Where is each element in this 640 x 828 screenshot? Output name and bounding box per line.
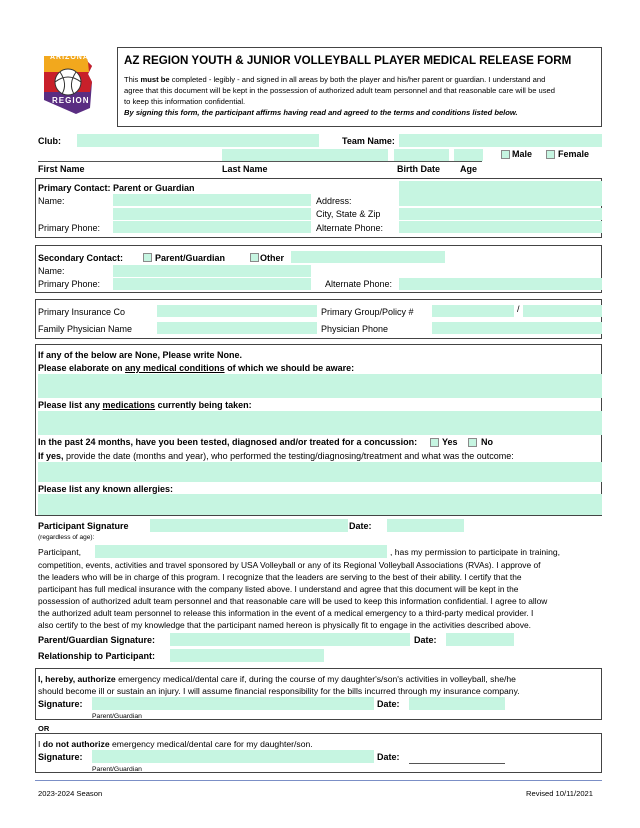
physician-input[interactable] [157, 322, 317, 334]
male-checkbox[interactable] [501, 150, 510, 159]
not-authorize-line: I do not authorize emergency medical/dental care for my daughter/son. [38, 739, 313, 749]
secondary-name-input[interactable] [113, 265, 311, 277]
primary-contact-heading: Primary Contact: Parent or Guardian [38, 183, 195, 193]
address-label: Address: [316, 196, 352, 206]
secondary-other-checkbox[interactable] [250, 253, 259, 262]
consent-line-5: the authorized adult team personnel to release this information in the event of a medical emergency to a third-party medical provider. I [38, 608, 534, 618]
secondary-alt-phone-input[interactable] [399, 278, 602, 290]
primary-alt-phone-input[interactable] [399, 221, 602, 233]
authorize-parent-caption: Parent/Guardian [92, 713, 142, 720]
permission-tail: , has my permission to participate in training, [390, 547, 561, 557]
consent-line-1: competition, events, activities and travel sponsored by USA Volleyball or any of its Regional Volleyball Associations (RVAs). I approve of [38, 560, 541, 570]
last-name-input[interactable] [222, 149, 388, 161]
club-input[interactable] [77, 134, 319, 147]
authorize-date-label: Date: [377, 699, 400, 709]
authorize-date-input[interactable] [409, 697, 505, 710]
participant-name-input[interactable] [95, 545, 387, 558]
allergies-question: Please list any known allergies: [38, 484, 174, 494]
arizona-region-logo [42, 52, 98, 116]
conditions-input[interactable] [38, 374, 602, 398]
primary-name-input-2[interactable] [113, 208, 311, 220]
medications-input[interactable] [38, 411, 602, 435]
physician-phone-label: Physician Phone [321, 324, 389, 334]
guardian-signature-input[interactable] [170, 633, 410, 646]
first-name-label: First Name [38, 164, 85, 174]
not-authorize-date-label: Date: [377, 752, 400, 762]
concussion-yes-checkbox[interactable] [430, 438, 439, 447]
city-state-zip-input[interactable] [399, 208, 602, 220]
participant-signature-input[interactable] [150, 519, 348, 532]
consent-line-3: participant has full medical insurance with the company listed above. I understand and agree that this document will be kept in the [38, 584, 519, 594]
participant-date-input[interactable] [387, 519, 464, 532]
footer-divider [35, 780, 602, 781]
age-input[interactable] [454, 149, 483, 161]
regardless-of-age-note: (regardless of age): [38, 534, 95, 541]
or-label: OR [38, 724, 50, 733]
authorize-signature-input[interactable] [92, 697, 374, 710]
birth-date-input[interactable] [394, 149, 449, 161]
allergies-input[interactable] [38, 494, 602, 515]
participant-signature-label: Participant Signature [38, 521, 129, 531]
conditions-question: Please elaborate on any medical conditions of which we should be aware: [38, 363, 355, 373]
primary-name-input[interactable] [113, 194, 311, 206]
primary-phone-input[interactable] [113, 221, 311, 233]
group-input[interactable] [432, 305, 514, 317]
policy-label: Primary Group/Policy # [321, 307, 414, 317]
consent-line-2: the leaders who will be in charge of this program. I recognize that the leaders are serving to the best of their ability. I certify that the [38, 572, 522, 582]
if-yes-question: If yes, provide the date (months and year), who performed the testing/diagnosing/treatment and what was the outcome: [38, 451, 514, 461]
consent-line-4: possession of authorized adult team personnel and that reasonable care will be used to keep this information confidential. I agree to allow [38, 596, 548, 606]
concussion-no-label: No [481, 437, 493, 447]
primary-phone-label: Primary Phone: [38, 223, 101, 233]
guardian-date-input[interactable] [446, 633, 514, 646]
not-authorize-signature-label: Signature: [38, 752, 83, 762]
last-name-label: Last Name [222, 164, 268, 174]
secondary-phone-input[interactable] [113, 278, 311, 290]
male-label: Male [512, 149, 533, 159]
consent-line-6: also certify to the best of my knowledge that the participant named hereon is physically fit to engage in the activities described above. [38, 620, 532, 630]
secondary-contact-heading: Secondary Contact: [38, 253, 124, 263]
insurance-input[interactable] [157, 305, 317, 317]
secondary-other-label: Other [260, 253, 285, 263]
participant-date-label: Date: [349, 521, 372, 531]
footer-revised: Revised 10/11/2021 [526, 789, 593, 798]
physician-phone-input[interactable] [432, 322, 602, 334]
city-state-zip-label: City, State & Zip [316, 209, 381, 219]
age-label: Age [460, 164, 478, 174]
first-name-input[interactable] [38, 149, 215, 161]
primary-alt-phone-label: Alternate Phone: [316, 223, 384, 233]
not-authorize-signature-input[interactable] [92, 750, 374, 763]
logo-bottom-text: REGION [52, 96, 90, 105]
intro-line-1: This must be completed - legibly - and signed in all areas by both the player and his/her parent or guardian. I understand and [124, 75, 546, 84]
team-name-label: Team Name: [342, 136, 395, 146]
concussion-no-checkbox[interactable] [468, 438, 477, 447]
female-checkbox[interactable] [546, 150, 555, 159]
intro-line-3: to keep this information confidential. [124, 97, 246, 106]
not-authorize-date-line[interactable] [409, 763, 505, 764]
not-authorize-parent-caption: Parent/Guardian [92, 766, 142, 773]
secondary-other-input[interactable] [291, 251, 445, 263]
primary-name-label: Name: [38, 196, 65, 206]
intro-line-2: agree that this document will be kept in the possession of authorized adult team personnel and that reasonable care will be used [124, 86, 556, 95]
female-label: Female [558, 149, 590, 159]
secondary-name-label: Name: [38, 266, 65, 276]
intro-affirmation: By signing this form, the participant affirms having read and agreed to the terms and conditions listed below. [124, 108, 518, 117]
authorize-line-2: should become ill or sustain an injury. I will assume financial responsibility for the bills incurred through my insurance company. [38, 686, 520, 696]
club-label: Club: [38, 136, 61, 146]
concussion-question: In the past 24 months, have you been tested, diagnosed and/or treated for a concussion: [38, 437, 418, 447]
team-name-input[interactable] [399, 134, 602, 147]
policy-slash: / [517, 304, 520, 314]
birth-date-label: Birth Date [397, 164, 441, 174]
authorize-line-1: I, hereby, authorize emergency medical/dental care if, during the course of my daughter's/son's activities in volleyball, she/he [38, 674, 516, 684]
none-note: If any of the below are None, Please write None. [38, 350, 243, 360]
authorize-signature-label: Signature: [38, 699, 83, 709]
address-input[interactable] [399, 181, 602, 206]
guardian-date-label: Date: [414, 635, 437, 645]
secondary-phone-label: Primary Phone: [38, 279, 101, 289]
secondary-parent-label: Parent/Guardian [155, 253, 226, 263]
secondary-parent-checkbox[interactable] [143, 253, 152, 262]
concussion-yes-label: Yes [442, 437, 458, 447]
concussion-details-input[interactable] [38, 462, 602, 482]
guardian-signature-label: Parent/Guardian Signature: [38, 635, 156, 645]
policy-input[interactable] [523, 305, 602, 317]
medications-question: Please list any medications currently being taken: [38, 400, 252, 410]
secondary-alt-phone-label: Alternate Phone: [325, 279, 393, 289]
page-title: AZ REGION YOUTH & JUNIOR VOLLEYBALL PLAYER MEDICAL RELEASE FORM [124, 54, 572, 67]
physician-label: Family Physician Name [38, 324, 133, 334]
relationship-input[interactable] [170, 649, 324, 662]
insurance-label: Primary Insurance Co [38, 307, 126, 317]
relationship-label: Relationship to Participant: [38, 651, 156, 661]
logo-top-text: ARIZONA [50, 54, 89, 61]
footer-season: 2023-2024 Season [38, 789, 103, 798]
participant-label: Participant, [38, 547, 81, 557]
